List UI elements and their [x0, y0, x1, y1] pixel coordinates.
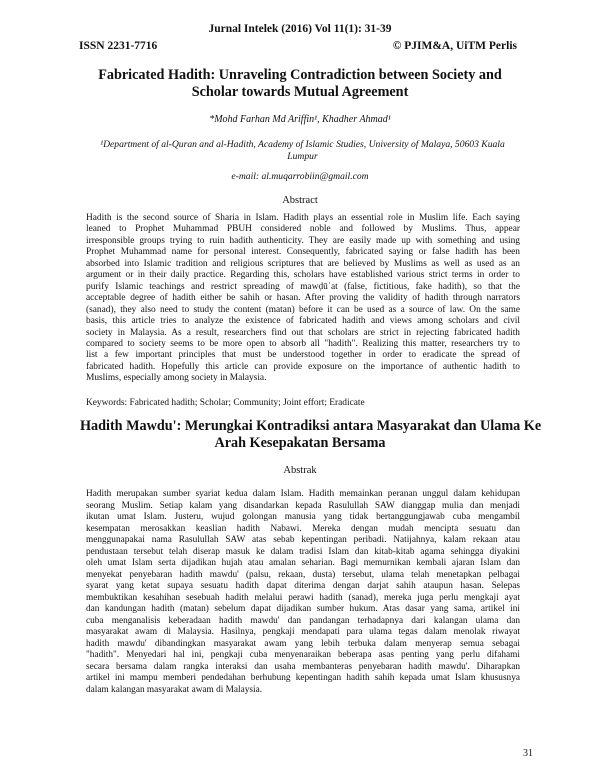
abstrak-line: cuba menganalisis keberadaan hadith mawdu' dan pandangan terhadapnya dari kalangan ulama dan: [86, 615, 520, 626]
title-line: Hadith Mawdu': Merungkai Kontradiksi antara Masyarakat dan Ulama Ke: [80, 418, 542, 434]
abstrak-line: membuktikan kesahihan sesebuah hadith melalui perawi hadith (sanad), mereka juga perlu mengkaji ayat: [86, 592, 520, 603]
journal-citation: Jurnal Intelek (2016) Vol 11(1): 31-39: [208, 23, 392, 35]
abstrak-line: ikutan umat Islam. Justeru, wujud golongan manusia yang tidak bertanggungjawab cuba mengambil: [86, 512, 520, 522]
abstract-line: irresponsible groups trying to ruin hadith authenticity. They are easily made up with something and using: [86, 235, 520, 246]
abstract-line: society in Malaysia. As a result, researchers find out that scholars are strict in rejecting fabricated hadith: [86, 327, 520, 338]
abstract-line: list a few important principles that must be understood together in order to eradicate the spread of: [86, 350, 520, 361]
abstrak-line: masyarakat awam di Malaysia. Hasilnya, pengkaji mendapati para ulama tegas dalam menolak riwayat: [86, 627, 520, 637]
copyright-notice: © PJIM&A, UiTM Perlis: [392, 40, 517, 52]
abstract-line: basis, this article tries to analyze the existence of fabricated hadith and views among scholars and civil: [86, 316, 520, 327]
keywords: Keywords: Fabricated hadith; Scholar; Community; Joint effort; Eradicate: [86, 398, 365, 408]
affiliation-line: Lumpur: [287, 151, 318, 162]
abstrak-line: secara bersama dalam rangka interaksi dan usaha membanteras penyebaran hadith mawdu'. Diharapkan: [86, 661, 520, 672]
title-line: Fabricated Hadith: Unraveling Contradiction between Society and: [98, 67, 502, 83]
abstract-malay: [86, 489, 520, 696]
abstract-line: Hadith is the second source of Sharia in Islam. Hadith plays an essential role in Muslim life. Each saying: [86, 213, 520, 223]
issn: ISSN 2231-7716: [79, 40, 158, 52]
abstract-line: (sanad), they also need to study the content (matan) before it can be used as a source of law. On the same: [86, 304, 520, 315]
abstrak-line: seorang Muslim. Setiap kalam yang disandarkan kepada Rasulullah SAW dianggap mulia dan menjadi: [86, 500, 520, 511]
author-list: *Mohd Farhan Md Ariffin¹, Khadher Ahmad¹: [209, 114, 391, 125]
abstrak-line: Hadith merupakan sumber syariat kedua dalam Islam. Hadith memainkan peranan unggul dalam kehidupan: [86, 489, 520, 499]
author-email: e-mail: al.muqarrobiin@gmail.com: [231, 171, 369, 182]
abstract-line: fabricated hadith. Hopefully this article can provide exposure on the importance of authentic hadith to: [86, 361, 520, 372]
title-line: Arah Kesepakatan Bersama: [214, 435, 386, 451]
english-title: [80, 67, 520, 101]
abstract-line: purify Islamic teachings and restrict spreading of mawḍūʿat (false, fictitious, fake hadith), so that the: [86, 281, 520, 292]
abstrak-line: pendustaan tersebut telah diserap masuk ke dalam tradisi Islam dan kitab-kitab agama sehingga diyakini: [86, 546, 520, 557]
abstrak-line: kesempatan merosakkan keaslian hadith Nabawi. Mereka dengan mudah mencipta sesuatu dan: [86, 523, 520, 534]
affiliation-line: ¹Department of al-Quran and al-Hadith, Academy of Islamic Studies, University of Malaya, 50603 Kuala: [100, 139, 505, 150]
abstract-line: Prophet Muhammad name for personal interest. Consequently, fabricated saying or false hadith has been: [86, 247, 520, 258]
abstrak-line: "hadith". Menyedari hal ini, pengkaji cuba menyenaraikan beberapa asas penting yang perlu difahami: [86, 650, 520, 660]
page-number: 31: [523, 748, 533, 759]
abstract-line: Muslims, especially among society in Malaysia.: [86, 373, 267, 384]
abstrak-line: menyekat penyebaran hadith mawdu' (palsu, rekaan, dusta) tersebut, ulama telah menetapkan pelbagai: [86, 569, 520, 580]
title-line: Scholar towards Mutual Agreement: [191, 84, 409, 100]
abstrak-line: hadith mawdu' dibandingkan masyarakat awam yang lebih terbuka dalam menyerap semua sebagai: [86, 638, 520, 649]
abstract-line: absorbed into Islamic tradition and religious scriptures that are believed by Muslims as well as used as an: [86, 258, 520, 269]
abstrak-line: dalam kalangan masyarakat awam di Malaysia.: [86, 684, 263, 695]
abstract-english: [86, 213, 520, 385]
abstract-line: acceptable degree of hadith either be sahih or hasan. After proving the validity of hadith through narrators: [86, 293, 520, 304]
abstrak-heading: Abstrak: [283, 465, 317, 476]
abstract-line: compared to society seems to be more open to absorb all "hadith". Realizing this matter, researchers try to: [86, 338, 520, 349]
abstrak-line: syarat yang ketat supaya sesuatu hadith dapat diterima dengan darjat sahih ataupun hasan. Selepas: [86, 581, 520, 591]
abstrak-line: dan kandungan hadith (matan) sebelum dapat dijadikan sumber hukum. Atas dasar yang sama, artikel ini: [86, 604, 520, 614]
abstrak-line: artikel ini mampu memberi pendedahan berhubung kepentingan hadith sahih kepada umat Islam khususnya: [86, 673, 520, 683]
author-affiliation: [90, 139, 515, 163]
malay-title: [80, 418, 542, 452]
abstract-heading: Abstract: [282, 195, 318, 206]
abstract-line: argument or in their daily practice. Regarding this, scholars have established various strict terms in order to: [86, 270, 520, 281]
abstract-line: leaned to Prophet Muhammad PBUH considered noble and followed by Muslims. Thus, appear: [86, 224, 520, 235]
abstrak-line: oleh umat Islam serta dijadikan hujah atau amalan seharian. Bagi memurnikan kembali ajaran Islam dan: [86, 558, 520, 568]
abstrak-line: menggunapakai nama Rasulullah SAW atas sebab kepentingan peribadi. Natijahnya, kalam rekaan atau: [86, 535, 520, 545]
